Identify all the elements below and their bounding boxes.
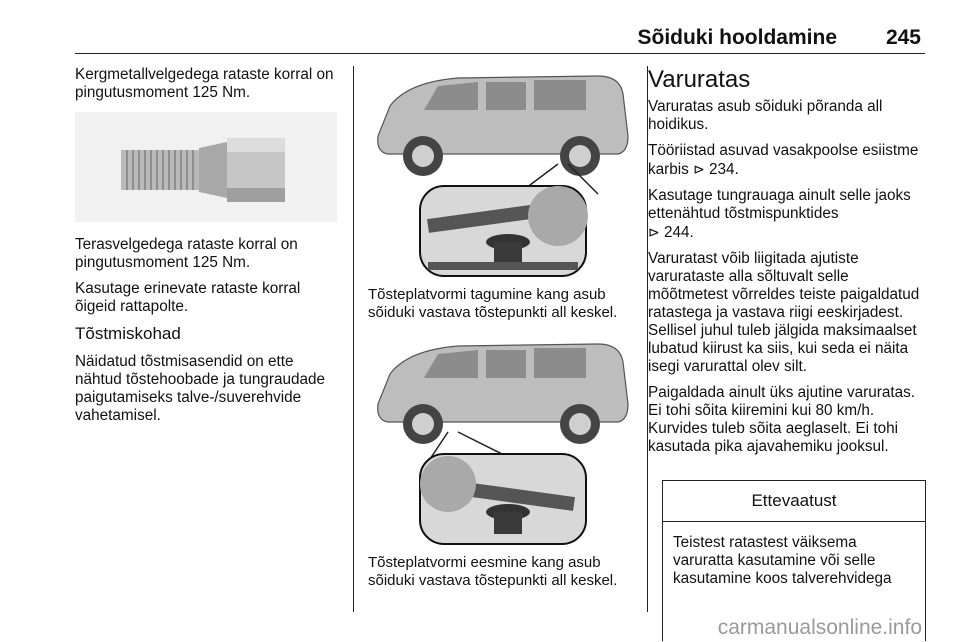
- section-heading-lifting-points: Tõstmiskohad: [75, 324, 181, 343]
- page-ref-arrow-icon: ⊳: [693, 161, 705, 177]
- rear-lift-point-illustration: [368, 66, 633, 278]
- paragraph-jack-usage: Kasutage tungrauaga ainult selle jaoks ettenähtud tõstmispunktides ⊳ 244.: [648, 187, 911, 241]
- paragraph-temporary-spare: Varuratast võib liigitada ajutiste varurataste alla sõltuvalt selle mõõtmetest võrreldes teiste paigaldatud ratastega ja vastava riigi eeskirjadest. Sellisel juhul tuleb jälgida maksimaalset lubatud kiirust ka siis, kui seda ei näita isegi varurattal olev silt.: [648, 250, 920, 375]
- page-ref-link[interactable]: 244.: [663, 224, 694, 241]
- paragraph-correct-bolts: Kasutage erinevate rataste korral õigeid rattapolte.: [75, 280, 301, 315]
- paragraph-tools-location: Tööriistad asuvad vasakpoolse esiistme karbis ⊳ 234.: [648, 142, 919, 178]
- paragraph-temporary-spare-limits: Paigaldada ainult üks ajutine varuratas. Ei tohi sõita kiiremini kui 80 km/h. Kurvides tuleb sõita aeglaselt. Ei tohi kasutada pika ajavahemiku jooksul.: [648, 384, 916, 455]
- header-divider: [75, 53, 925, 54]
- section-title-spare-wheel: Varuratas: [648, 66, 751, 93]
- watermark-text: carmanualsonline.info: [717, 616, 922, 639]
- page-title: Sõiduki hooldamine: [637, 26, 837, 49]
- front-lift-point-illustration: [368, 334, 633, 546]
- column-divider-1: [353, 66, 354, 612]
- caption-front-lift-point: Tõsteplatvormi eesmine kang asub sõiduki vastava tõstepunkti all keskel.: [368, 554, 618, 589]
- page-number: 245: [885, 26, 921, 49]
- caption-rear-lift-point: Tõsteplatvormi tagumine kang asub sõiduki vastava tõstepunkti all keskel.: [368, 286, 618, 321]
- page-ref-arrow-icon: ⊳: [648, 224, 660, 240]
- column-1: [75, 66, 340, 433]
- page-header: [75, 26, 925, 52]
- paragraph-steel-torque: Terasvelgedega rataste korral on pingutusmoment 125 Nm.: [75, 236, 298, 271]
- caution-heading: Ettevaatust: [663, 481, 925, 522]
- page-ref-link[interactable]: 234.: [709, 161, 739, 178]
- caution-text: Teistest ratastest väiksema varuratta kasutamine või selle kasutamine koos talverehvidega: [673, 534, 892, 587]
- column-3: [648, 66, 926, 464]
- wheel-bolt-illustration: [75, 112, 337, 222]
- paragraph-lifting-positions: Näidatud tõstmisasendid on ette nähtud tõstehoobade ja tungraudade paigutamiseks talve-/suverehvide vahetamisel.: [75, 353, 326, 424]
- paragraph-spare-location: Varuratas asub sõiduki põranda all hoidikus.: [648, 98, 883, 133]
- paragraph-alloy-torque: Kergmetallvelgedega rataste korral on pingutusmoment 125 Nm.: [75, 66, 334, 101]
- column-2: [368, 66, 633, 590]
